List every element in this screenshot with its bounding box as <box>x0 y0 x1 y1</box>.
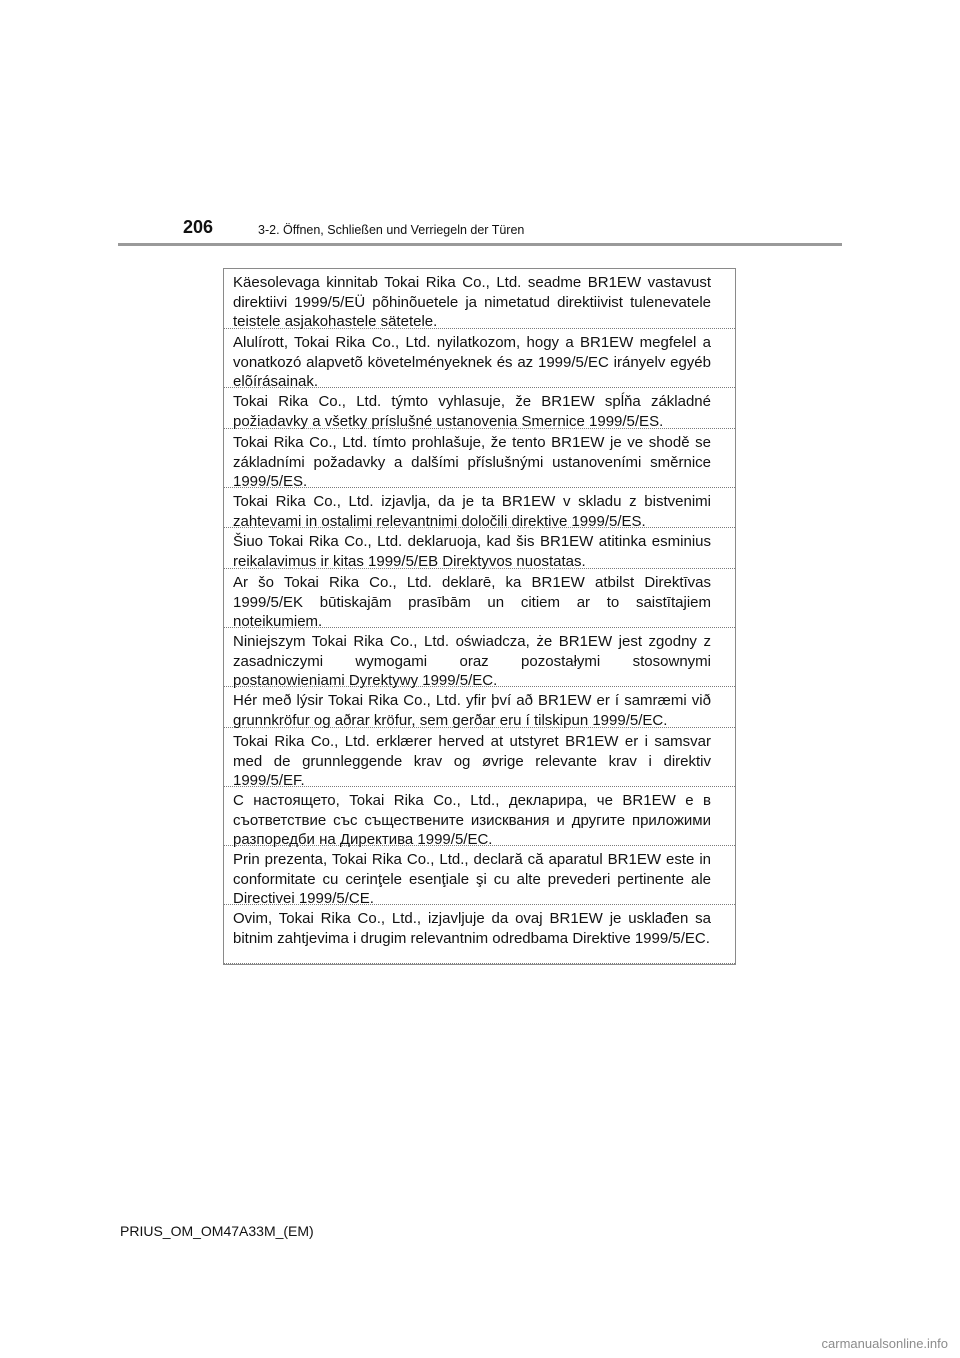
declaration-romanian: Prin prezenta, Tokai Rika Co., Ltd., declară că aparatul BR1EW este in conformitate cu cerinţele esenţiale şi cu alte prevederi pertinente ale Directivei 1999/5/CE. <box>224 846 735 905</box>
page-number: 206 <box>183 217 214 237</box>
section-title: 3-2. Öffnen, Schließen und Verriegeln der Türen <box>258 223 525 237</box>
declaration-norwegian: Tokai Rika Co., Ltd. erklærer herved at utstyret BR1EW er i samsvar med de grunnleggende krav og øvrige relevante krav i direktiv 1999/5/EF. <box>224 728 735 787</box>
declaration-latvian: Ar šo Tokai Rika Co., Ltd. deklarē, ka BR1EW atbilst Direktīvas 1999/5/EK būtiskajām prasībām un citiem ar to saistītajiem noteikumiem. <box>224 569 735 628</box>
declaration-lithuanian: Šiuo Tokai Rika Co., Ltd. deklaruoja, kad šis BR1EW atitinka esminius reikalavimus ir kitas 1999/5/EB Direktyvos nuostatas. <box>224 528 735 569</box>
declaration-estonian: Käesolevaga kinnitab Tokai Rika Co., Ltd. seadme BR1EW vastavust direktiivi 1999/5/EÜ põhinõuetele ja nimetatud direktiivist tulenevatele teistele asjakohastele sätetele. <box>224 269 735 329</box>
declaration-slovenian: Tokai Rika Co., Ltd. izjavlja, da je ta BR1EW v skladu z bistvenimi zahtevami in ostalimi relevantnimi določili direktive 1999/5/ES. <box>224 488 735 528</box>
watermark: carmanualsonline.info <box>821 1336 948 1351</box>
declaration-table <box>223 268 736 965</box>
declaration-czech: Tokai Rika Co., Ltd. tímto prohlašuje, že tento BR1EW je ve shodě se základními požadavky a dalšími příslušnými ustanoveními směrnice 1999/5/ES. <box>224 429 735 488</box>
declaration-slovak: Tokai Rika Co., Ltd. týmto vyhlasuje, že BR1EW spĺňa základné požiadavky a všetky príslušné ustanovenia Smernice 1999/5/ES. <box>224 388 735 429</box>
document-code: PRIUS_OM_OM47A33M_(EM) <box>120 1223 314 1239</box>
declaration-hungarian: Alulírott, Tokai Rika Co., Ltd. nyilatkozom, hogy a BR1EW megfelel a vonatkozó alapvetõ követelményeknek és az 1999/5/EC irányelv egyéb elõírásainak. <box>224 329 735 388</box>
declaration-polish: Niniejszym Tokai Rika Co., Ltd. oświadcza, że BR1EW jest zgodny z zasadniczymi wymogami oraz pozostałymi stosownymi postanowieniami Dyrektywy 1999/5/EC. <box>224 628 735 687</box>
declaration-icelandic: Hér með lýsir Tokai Rika Co., Ltd. yfir því að BR1EW er í samræmi við grunnkröfur og aðrar kröfur, sem gerðar eru í tilskipun 1999/5/EC. <box>224 687 735 728</box>
declaration-bulgarian: С настоящето, Tokai Rika Co., Ltd., декларира, че BR1EW е в съответствие със съществените изисквания и другите приложими разпоредби на Директива 1999/5/ЕС. <box>224 787 735 846</box>
declaration-croatian: Ovim, Tokai Rika Co., Ltd., izjavljuje da ovaj BR1EW je usklađen sa bitnim zahtjevima i drugim relevantnim odredbama Direktive 1999/5/EC. <box>224 905 735 964</box>
header-rule <box>118 243 842 246</box>
